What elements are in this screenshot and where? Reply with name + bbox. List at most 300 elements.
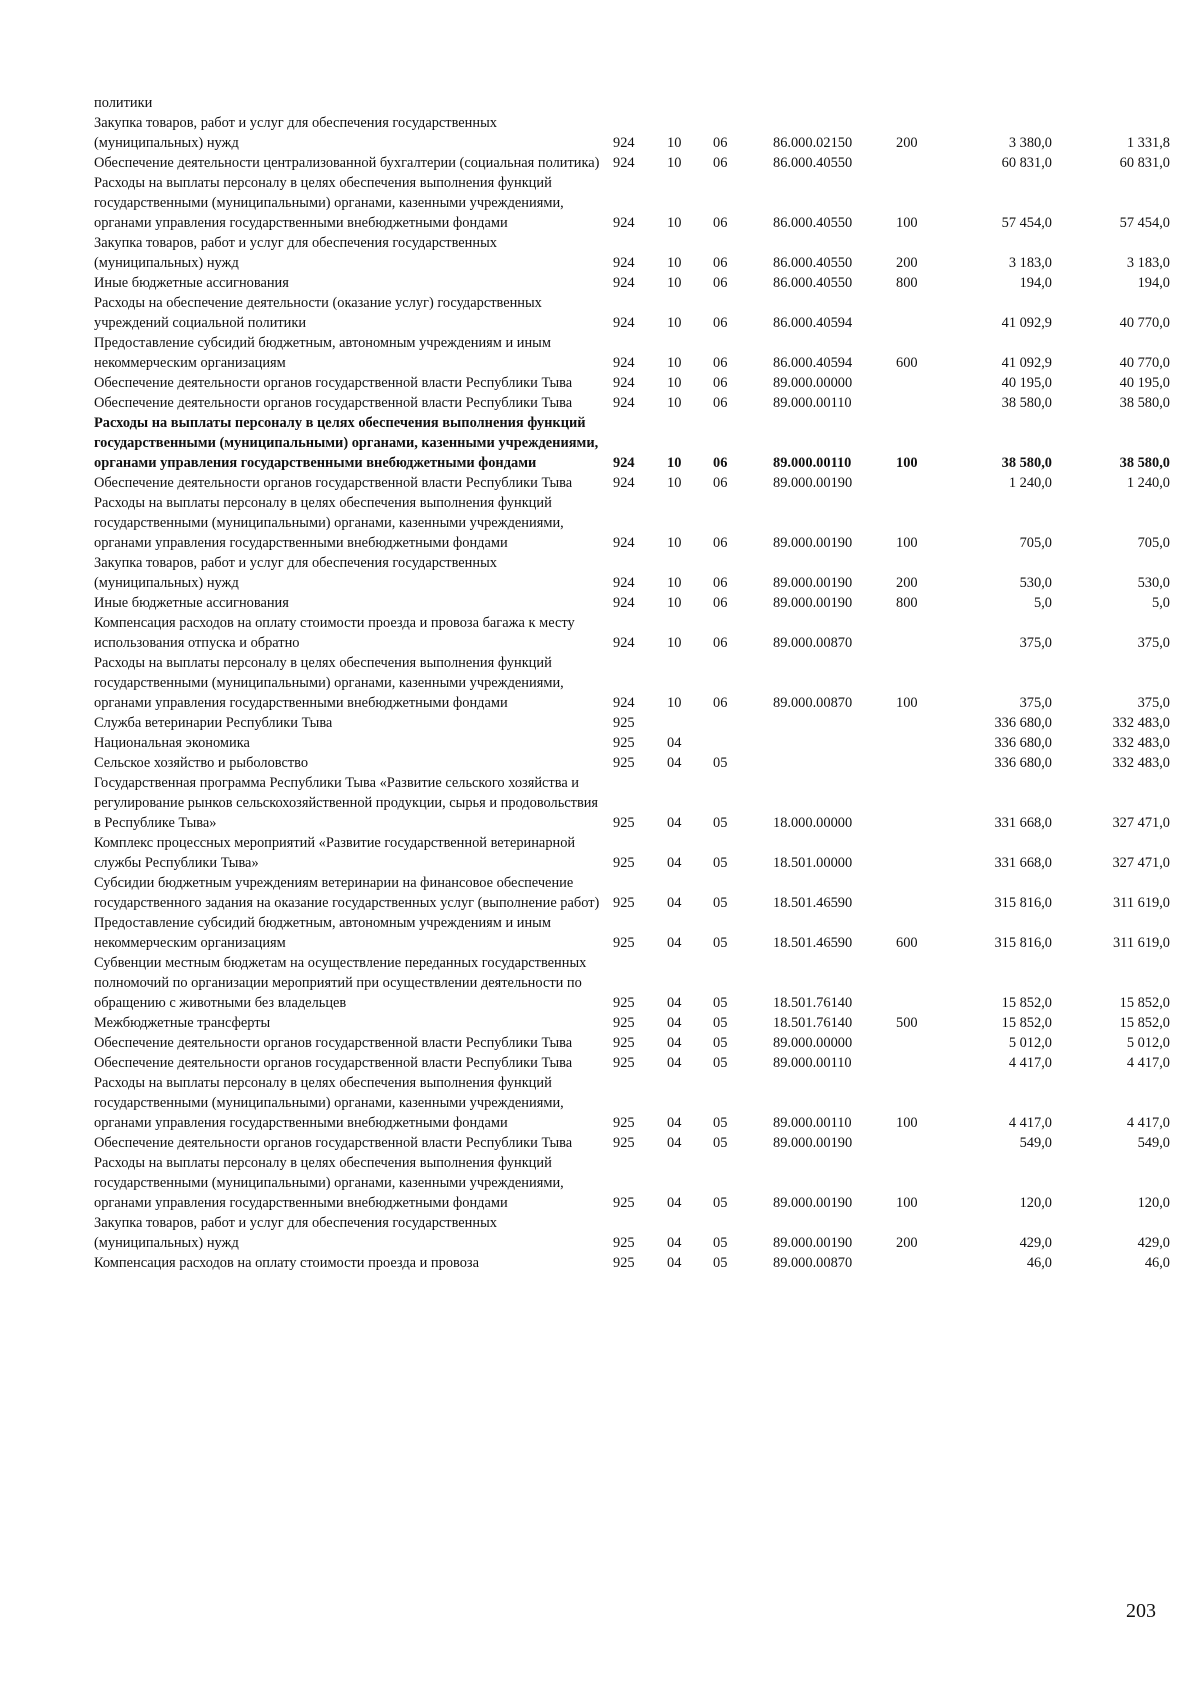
row-name: Предоставление субсидий бюджетным, автономным учреждениям и иным некоммерческим организациям bbox=[94, 915, 551, 951]
row-name: политики bbox=[94, 95, 153, 111]
ministry-code: 925 bbox=[613, 1195, 635, 1211]
amount-year-1: 15 852,0 bbox=[1001, 1015, 1052, 1031]
expense-type-code: 800 bbox=[896, 275, 918, 291]
table-row bbox=[94, 273, 1170, 293]
expense-type-code: 200 bbox=[896, 135, 918, 151]
subsection-code: 06 bbox=[713, 375, 728, 391]
section-code: 10 bbox=[667, 315, 682, 331]
table-row bbox=[94, 833, 1170, 873]
amount-year-1: 5 012,0 bbox=[1008, 1035, 1052, 1051]
budget-table-body bbox=[94, 93, 1170, 1273]
expense-type-code bbox=[896, 93, 944, 113]
row-name: Компенсация расходов на оплату стоимости проезда и провоза багажа к месту использования отпуска и обратно bbox=[94, 615, 575, 651]
amount-year-1: 41 092,9 bbox=[1001, 315, 1052, 331]
target-article-code: 89.000.00190 bbox=[773, 1235, 853, 1251]
amount-year-2: 705,0 bbox=[1137, 535, 1170, 551]
ministry-code: 925 bbox=[613, 1115, 635, 1131]
subsection-code: 06 bbox=[713, 355, 728, 371]
amount-year-1: 336 680,0 bbox=[994, 735, 1052, 751]
table-row bbox=[94, 873, 1170, 913]
section-code: 04 bbox=[667, 1055, 682, 1071]
table-row bbox=[94, 1253, 1170, 1273]
amount-year-2: 194,0 bbox=[1137, 275, 1170, 291]
amount-year-2: 375,0 bbox=[1137, 695, 1170, 711]
row-name: Субвенции местным бюджетам на осуществление переданных государственных полномочий по организации мероприятий при осуществлении деятельности по обращению с животными без владельцев bbox=[94, 955, 587, 1011]
expense-type-code bbox=[896, 713, 944, 733]
table-row bbox=[94, 393, 1170, 413]
row-name: Государственная программа Республики Тыва «Развитие сельского хозяйства и регулирование рынков сельскохозяйственной продукции, сырья и продовольствия в Республике Тыва» bbox=[94, 775, 599, 831]
page-number: 203 bbox=[1126, 1600, 1156, 1622]
section-code: 10 bbox=[667, 255, 682, 271]
ministry-code: 925 bbox=[613, 755, 635, 771]
budget-table bbox=[94, 93, 1170, 1273]
expense-type-code bbox=[896, 1033, 944, 1053]
row-name: Обеспечение деятельности органов государственной власти Республики Тыва bbox=[94, 1035, 573, 1051]
expense-type-code bbox=[896, 953, 944, 1013]
subsection-code: 05 bbox=[713, 1055, 728, 1071]
section-code: 10 bbox=[667, 135, 682, 151]
target-article-code bbox=[773, 93, 896, 113]
table-row bbox=[94, 1013, 1170, 1033]
amount-year-1: 41 092,9 bbox=[1001, 355, 1052, 371]
target-article-code: 86.000.40550 bbox=[773, 155, 853, 171]
target-article-code: 89.000.00110 bbox=[773, 395, 852, 411]
amount-year-1: 120,0 bbox=[1019, 1195, 1052, 1211]
ministry-code: 924 bbox=[613, 215, 635, 231]
row-name: Служба ветеринарии Республики Тыва bbox=[94, 715, 333, 731]
amount-year-2: 530,0 bbox=[1137, 575, 1170, 591]
ministry-code: 924 bbox=[613, 315, 635, 331]
expense-type-code bbox=[896, 153, 944, 173]
target-article-code: 86.000.40550 bbox=[773, 255, 853, 271]
target-article-code: 89.000.00870 bbox=[773, 1255, 853, 1271]
row-name: Расходы на выплаты персоналу в целях обеспечения выполнения функций государственными (муниципальными) органами, казенными учреждениями, органами управления государственными внебюджетными фондами bbox=[94, 175, 564, 231]
row-name: Расходы на обеспечение деятельности (оказание услуг) государственных учреждений социальной политики bbox=[94, 295, 542, 331]
row-name: Обеспечение деятельности органов государственной власти Республики Тыва bbox=[94, 375, 573, 391]
subsection-code: 05 bbox=[713, 1255, 728, 1271]
row-name: Обеспечение деятельности органов государственной власти Республики Тыва bbox=[94, 1055, 573, 1071]
section-code: 10 bbox=[667, 575, 682, 591]
ministry-code: 924 bbox=[613, 535, 635, 551]
amount-year-2: 311 619,0 bbox=[1112, 895, 1170, 911]
subsection-code: 06 bbox=[713, 215, 728, 231]
row-name: Закупка товаров, работ и услуг для обеспечения государственных (муниципальных) нужд bbox=[94, 555, 497, 591]
expense-type-code bbox=[896, 293, 944, 333]
amount-year-2: 38 580,0 bbox=[1119, 395, 1170, 411]
amount-year-1: 40 195,0 bbox=[1001, 375, 1052, 391]
amount-year-1: 46,0 bbox=[1026, 1255, 1052, 1271]
amount-year-2: 1 331,8 bbox=[1126, 135, 1170, 151]
amount-year-1: 331 668,0 bbox=[994, 815, 1052, 831]
amount-year-2: 120,0 bbox=[1137, 1195, 1170, 1211]
ministry-code: 924 bbox=[613, 135, 635, 151]
subsection-code bbox=[713, 93, 773, 113]
target-article-code: 18.501.76140 bbox=[773, 995, 853, 1011]
table-row bbox=[94, 1033, 1170, 1053]
row-name: Обеспечение деятельности органов государственной власти Республики Тыва bbox=[94, 395, 573, 411]
amount-year-1: 705,0 bbox=[1019, 535, 1052, 551]
section-code: 04 bbox=[667, 815, 682, 831]
expense-type-code bbox=[896, 1133, 944, 1153]
amount-year-1: 530,0 bbox=[1019, 575, 1052, 591]
target-article-code: 18.000.00000 bbox=[773, 815, 853, 831]
amount-year-2: 40 195,0 bbox=[1119, 375, 1170, 391]
amount-year-1: 3 183,0 bbox=[1008, 255, 1052, 271]
subsection-code: 06 bbox=[713, 455, 728, 471]
table-row bbox=[94, 493, 1170, 553]
table-row bbox=[94, 953, 1170, 1013]
amount-year-2: 327 471,0 bbox=[1112, 855, 1170, 871]
ministry-code: 925 bbox=[613, 1055, 635, 1071]
subsection-code: 06 bbox=[713, 275, 728, 291]
section-code: 04 bbox=[667, 995, 682, 1011]
expense-type-code: 100 bbox=[896, 1115, 918, 1131]
amount-year-1: 375,0 bbox=[1019, 635, 1052, 651]
ministry-code: 924 bbox=[613, 375, 635, 391]
section-code: 10 bbox=[667, 155, 682, 171]
row-name: Закупка товаров, работ и услуг для обеспечения государственных (муниципальных) нужд bbox=[94, 115, 497, 151]
table-row bbox=[94, 173, 1170, 233]
amount-year-1: 60 831,0 bbox=[1001, 155, 1052, 171]
table-row bbox=[94, 773, 1170, 833]
table-row bbox=[94, 593, 1170, 613]
amount-year-1: 5,0 bbox=[1034, 595, 1052, 611]
target-article-code: 18.501.76140 bbox=[773, 1015, 853, 1031]
target-article-code: 86.000.40550 bbox=[773, 275, 853, 291]
ministry-code: 925 bbox=[613, 735, 635, 751]
section-code: 10 bbox=[667, 215, 682, 231]
ministry-code: 925 bbox=[613, 815, 635, 831]
table-row bbox=[94, 553, 1170, 593]
amount-year-2: 375,0 bbox=[1137, 635, 1170, 651]
table-row bbox=[94, 413, 1170, 473]
table-row bbox=[94, 293, 1170, 333]
section-code bbox=[667, 713, 713, 733]
amount-year-2 bbox=[1052, 93, 1170, 113]
row-name: Комплекс процессных мероприятий «Развитие государственной ветеринарной службы Республики Тыва» bbox=[94, 835, 576, 871]
table-row bbox=[94, 153, 1170, 173]
amount-year-2: 15 852,0 bbox=[1119, 995, 1170, 1011]
expense-type-code: 100 bbox=[896, 215, 918, 231]
subsection-code: 05 bbox=[713, 1135, 728, 1151]
row-name: Межбюджетные трансферты bbox=[94, 1015, 271, 1031]
row-name: Субсидии бюджетным учреждениям ветеринарии на финансовое обеспечение государственного задания на оказание государственных услуг (выполнение работ) bbox=[94, 875, 600, 911]
expense-type-code: 100 bbox=[896, 1195, 918, 1211]
amount-year-2: 5,0 bbox=[1152, 595, 1170, 611]
table-row bbox=[94, 1073, 1170, 1133]
amount-year-2: 332 483,0 bbox=[1112, 735, 1170, 751]
ministry-code: 925 bbox=[613, 935, 635, 951]
subsection-code: 06 bbox=[713, 395, 728, 411]
expense-type-code bbox=[896, 373, 944, 393]
subsection-code: 05 bbox=[713, 935, 728, 951]
table-row bbox=[94, 653, 1170, 713]
row-name: Обеспечение деятельности органов государственной власти Республики Тыва bbox=[94, 1135, 573, 1151]
row-name: Расходы на выплаты персоналу в целях обеспечения выполнения функций государственными (муниципальными) органами, казенными учреждениями, органами управления государственными внебюджетными фондами bbox=[94, 1155, 564, 1211]
table-row bbox=[94, 373, 1170, 393]
ministry-code: 925 bbox=[613, 1235, 635, 1251]
ministry-code: 924 bbox=[613, 155, 635, 171]
amount-year-2: 40 770,0 bbox=[1119, 355, 1170, 371]
section-code: 10 bbox=[667, 635, 682, 651]
amount-year-1: 1 240,0 bbox=[1008, 475, 1052, 491]
expense-type-code bbox=[896, 1053, 944, 1073]
ministry-code: 924 bbox=[613, 275, 635, 291]
subsection-code: 05 bbox=[713, 1035, 728, 1051]
amount-year-2: 311 619,0 bbox=[1112, 935, 1170, 951]
ministry-code: 924 bbox=[613, 635, 635, 651]
section-code: 10 bbox=[667, 275, 682, 291]
ministry-code: 924 bbox=[613, 395, 635, 411]
expense-type-code bbox=[896, 873, 944, 913]
target-article-code: 89.000.00190 bbox=[773, 1195, 853, 1211]
expense-type-code: 100 bbox=[896, 695, 918, 711]
ministry-code: 924 bbox=[613, 595, 635, 611]
amount-year-1: 549,0 bbox=[1019, 1135, 1052, 1151]
amount-year-2: 4 417,0 bbox=[1126, 1055, 1170, 1071]
section-code: 04 bbox=[667, 1235, 682, 1251]
section-code: 04 bbox=[667, 1015, 682, 1031]
target-article-code: 89.000.00190 bbox=[773, 1135, 853, 1151]
expense-type-code: 100 bbox=[896, 455, 918, 471]
expense-type-code bbox=[896, 753, 944, 773]
amount-year-2: 4 417,0 bbox=[1126, 1115, 1170, 1131]
ministry-code: 924 bbox=[613, 255, 635, 271]
expense-type-code: 200 bbox=[896, 575, 918, 591]
target-article-code: 89.000.00000 bbox=[773, 1035, 853, 1051]
subsection-code: 06 bbox=[713, 135, 728, 151]
row-name: Компенсация расходов на оплату стоимости проезда и провоза bbox=[94, 1255, 479, 1271]
ministry-code: 925 bbox=[613, 715, 635, 731]
expense-type-code: 800 bbox=[896, 595, 918, 611]
table-row bbox=[94, 1133, 1170, 1153]
amount-year-2: 332 483,0 bbox=[1112, 755, 1170, 771]
table-row bbox=[94, 233, 1170, 273]
expense-type-code: 600 bbox=[896, 935, 918, 951]
section-code: 04 bbox=[667, 735, 682, 751]
section-code: 04 bbox=[667, 755, 682, 771]
ministry-code: 925 bbox=[613, 1135, 635, 1151]
ministry-code: 925 bbox=[613, 1015, 635, 1031]
expense-type-code bbox=[896, 733, 944, 753]
amount-year-1: 315 816,0 bbox=[994, 895, 1052, 911]
subsection-code: 06 bbox=[713, 595, 728, 611]
target-article-code: 89.000.00870 bbox=[773, 635, 853, 651]
amount-year-1: 336 680,0 bbox=[994, 755, 1052, 771]
amount-year-2: 5 012,0 bbox=[1126, 1035, 1170, 1051]
subsection-code: 05 bbox=[713, 755, 728, 771]
amount-year-1: 331 668,0 bbox=[994, 855, 1052, 871]
amount-year-2: 549,0 bbox=[1137, 1135, 1170, 1151]
table-row bbox=[94, 113, 1170, 153]
subsection-code: 06 bbox=[713, 635, 728, 651]
subsection-code: 06 bbox=[713, 695, 728, 711]
row-name: Расходы на выплаты персоналу в целях обеспечения выполнения функций государственными (муниципальными) органами, казенными учреждениями, органами управления государственными внебюджетными фондами bbox=[94, 495, 564, 551]
amount-year-1: 15 852,0 bbox=[1001, 995, 1052, 1011]
section-code: 10 bbox=[667, 535, 682, 551]
table-row bbox=[94, 1213, 1170, 1253]
amount-year-2: 46,0 bbox=[1144, 1255, 1170, 1271]
subsection-code: 06 bbox=[713, 315, 728, 331]
subsection-code: 05 bbox=[713, 1235, 728, 1251]
subsection-code: 05 bbox=[713, 1195, 728, 1211]
row-name: Обеспечение деятельности централизованной бухгалтерии (социальная политика) bbox=[94, 155, 600, 171]
subsection-code: 05 bbox=[713, 1015, 728, 1031]
row-name: Закупка товаров, работ и услуг для обеспечения государственных (муниципальных) нужд bbox=[94, 235, 497, 271]
target-article-code: 89.000.00190 bbox=[773, 575, 853, 591]
amount-year-1: 4 417,0 bbox=[1008, 1055, 1052, 1071]
expense-type-code: 200 bbox=[896, 1235, 918, 1251]
table-row bbox=[94, 1153, 1170, 1213]
row-name: Расходы на выплаты персоналу в целях обеспечения выполнения функций государственными (муниципальными) органами, казенными учреждениями, органами управления государственными внебюджетными фондами bbox=[94, 415, 599, 471]
section-code: 10 bbox=[667, 355, 682, 371]
amount-year-1: 38 580,0 bbox=[1001, 395, 1052, 411]
subsection-code: 05 bbox=[713, 815, 728, 831]
subsection-code bbox=[713, 733, 773, 753]
table-row bbox=[94, 333, 1170, 373]
amount-year-2: 40 770,0 bbox=[1119, 315, 1170, 331]
target-article-code bbox=[773, 733, 896, 753]
amount-year-1: 375,0 bbox=[1019, 695, 1052, 711]
amount-year-2: 3 183,0 bbox=[1126, 255, 1170, 271]
amount-year-2: 327 471,0 bbox=[1112, 815, 1170, 831]
target-article-code: 89.000.00190 bbox=[773, 475, 853, 491]
amount-year-2: 429,0 bbox=[1137, 1235, 1170, 1251]
target-article-code: 89.000.00110 bbox=[773, 1115, 852, 1131]
ministry-code: 924 bbox=[613, 355, 635, 371]
target-article-code: 86.000.40550 bbox=[773, 215, 853, 231]
section-code: 10 bbox=[667, 595, 682, 611]
subsection-code: 05 bbox=[713, 995, 728, 1011]
table-row bbox=[94, 93, 1170, 113]
section-code: 04 bbox=[667, 855, 682, 871]
table-row bbox=[94, 713, 1170, 733]
ministry-code: 924 bbox=[613, 455, 635, 471]
subsection-code: 06 bbox=[713, 475, 728, 491]
table-row bbox=[94, 733, 1170, 753]
target-article-code bbox=[773, 713, 896, 733]
target-article-code: 86.000.40594 bbox=[773, 315, 853, 331]
amount-year-1: 429,0 bbox=[1019, 1235, 1052, 1251]
row-name: Сельское хозяйство и рыболовство bbox=[94, 755, 309, 771]
section-code: 10 bbox=[667, 695, 682, 711]
target-article-code: 89.000.00870 bbox=[773, 695, 853, 711]
row-name: Закупка товаров, работ и услуг для обеспечения государственных (муниципальных) нужд bbox=[94, 1215, 497, 1251]
expense-type-code: 100 bbox=[896, 535, 918, 551]
ministry-code: 925 bbox=[613, 895, 635, 911]
expense-type-code bbox=[896, 473, 944, 493]
table-row bbox=[94, 473, 1170, 493]
target-article-code: 86.000.02150 bbox=[773, 135, 853, 151]
expense-type-code: 500 bbox=[896, 1015, 918, 1031]
ministry-code: 925 bbox=[613, 1255, 635, 1271]
amount-year-1: 4 417,0 bbox=[1008, 1115, 1052, 1131]
section-code: 10 bbox=[667, 375, 682, 391]
expense-type-code bbox=[896, 773, 944, 833]
row-name: Обеспечение деятельности органов государственной власти Республики Тыва bbox=[94, 475, 573, 491]
section-code: 04 bbox=[667, 935, 682, 951]
amount-year-1: 3 380,0 bbox=[1008, 135, 1052, 151]
expense-type-code bbox=[896, 1253, 944, 1273]
section-code: 04 bbox=[667, 1035, 682, 1051]
table-row bbox=[94, 753, 1170, 773]
row-name: Национальная экономика bbox=[94, 735, 250, 751]
subsection-code: 05 bbox=[713, 855, 728, 871]
section-code: 10 bbox=[667, 455, 682, 471]
ministry-code: 925 bbox=[613, 1035, 635, 1051]
row-name: Предоставление субсидий бюджетным, автономным учреждениям и иным некоммерческим организациям bbox=[94, 335, 551, 371]
section-code: 04 bbox=[667, 1135, 682, 1151]
expense-type-code bbox=[896, 393, 944, 413]
subsection-code: 06 bbox=[713, 575, 728, 591]
target-article-code: 89.000.00190 bbox=[773, 535, 853, 551]
ministry-code: 925 bbox=[613, 995, 635, 1011]
ministry-code: 924 bbox=[613, 695, 635, 711]
amount-year-2: 60 831,0 bbox=[1119, 155, 1170, 171]
section-code: 10 bbox=[667, 475, 682, 491]
subsection-code: 05 bbox=[713, 895, 728, 911]
section-code bbox=[667, 93, 713, 113]
target-article-code bbox=[773, 753, 896, 773]
table-row bbox=[94, 613, 1170, 653]
subsection-code: 06 bbox=[713, 535, 728, 551]
table-row bbox=[94, 913, 1170, 953]
section-code: 04 bbox=[667, 1195, 682, 1211]
target-article-code: 89.000.00110 bbox=[773, 455, 852, 471]
ministry-code: 924 bbox=[613, 475, 635, 491]
row-name: Иные бюджетные ассигнования bbox=[94, 595, 289, 611]
row-name: Иные бюджетные ассигнования bbox=[94, 275, 289, 291]
amount-year-1 bbox=[944, 93, 1052, 113]
amount-year-2: 57 454,0 bbox=[1119, 215, 1170, 231]
subsection-code: 06 bbox=[713, 155, 728, 171]
section-code: 10 bbox=[667, 395, 682, 411]
ministry-code: 925 bbox=[613, 855, 635, 871]
amount-year-1: 38 580,0 bbox=[1001, 455, 1052, 471]
table-row bbox=[94, 1053, 1170, 1073]
section-code: 04 bbox=[667, 1115, 682, 1131]
target-article-code: 89.000.00190 bbox=[773, 595, 853, 611]
target-article-code: 89.000.00000 bbox=[773, 375, 853, 391]
amount-year-2: 15 852,0 bbox=[1119, 1015, 1170, 1031]
row-name: Расходы на выплаты персоналу в целях обеспечения выполнения функций государственными (муниципальными) органами, казенными учреждениями, органами управления государственными внебюджетными фондами bbox=[94, 1075, 564, 1131]
target-article-code: 18.501.46590 bbox=[773, 895, 853, 911]
amount-year-1: 194,0 bbox=[1019, 275, 1052, 291]
amount-year-2: 332 483,0 bbox=[1112, 715, 1170, 731]
amount-year-1: 57 454,0 bbox=[1001, 215, 1052, 231]
subsection-code: 06 bbox=[713, 255, 728, 271]
amount-year-2: 1 240,0 bbox=[1126, 475, 1170, 491]
ministry-code: 924 bbox=[613, 575, 635, 591]
subsection-code: 05 bbox=[713, 1115, 728, 1131]
expense-type-code: 600 bbox=[896, 355, 918, 371]
expense-type-code bbox=[896, 833, 944, 873]
expense-type-code: 200 bbox=[896, 255, 918, 271]
expense-type-code bbox=[896, 613, 944, 653]
target-article-code: 89.000.00110 bbox=[773, 1055, 852, 1071]
subsection-code bbox=[713, 713, 773, 733]
target-article-code: 86.000.40594 bbox=[773, 355, 853, 371]
amount-year-1: 336 680,0 bbox=[994, 715, 1052, 731]
row-name: Расходы на выплаты персоналу в целях обеспечения выполнения функций государственными (муниципальными) органами, казенными учреждениями, органами управления государственными внебюджетными фондами bbox=[94, 655, 564, 711]
target-article-code: 18.501.00000 bbox=[773, 855, 853, 871]
section-code: 04 bbox=[667, 1255, 682, 1271]
target-article-code: 18.501.46590 bbox=[773, 935, 853, 951]
ministry-code bbox=[613, 93, 667, 113]
amount-year-1: 315 816,0 bbox=[994, 935, 1052, 951]
section-code: 04 bbox=[667, 895, 682, 911]
amount-year-2: 38 580,0 bbox=[1119, 455, 1170, 471]
